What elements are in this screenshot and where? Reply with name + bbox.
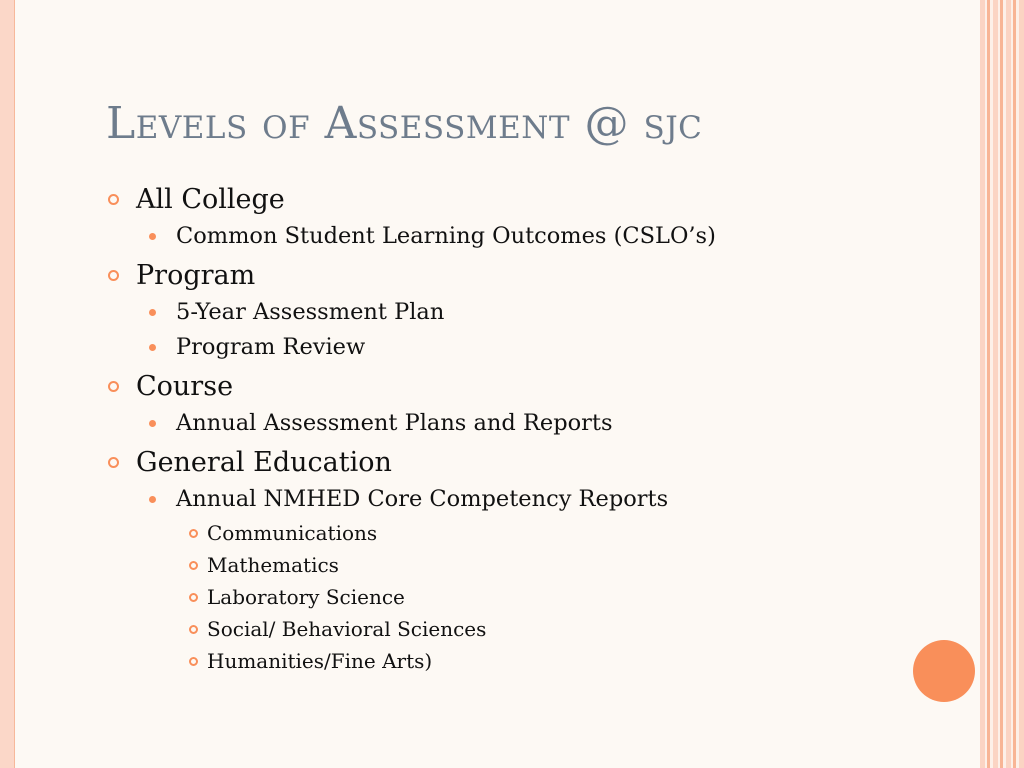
subbullet-annual-plans [106, 406, 906, 441]
subsubbullet-text: Humanities/Fine Arts) [207, 649, 433, 673]
subbullet-cslo [106, 219, 906, 254]
bullet-text: Course [136, 371, 234, 402]
slide-content [106, 180, 906, 677]
ring-bullet-icon [189, 657, 198, 666]
bullet-course [106, 367, 906, 406]
ring-bullet-icon [108, 381, 119, 392]
subsubbullet-text: Communications [207, 521, 378, 545]
ring-bullet-icon [108, 194, 119, 205]
subsubbullet-mathematics [106, 549, 906, 581]
subsubbullet-humanities [106, 645, 906, 677]
decorative-circle [913, 640, 975, 702]
subsubbullet-laboratory-science [106, 581, 906, 613]
slide-title: Levels of Assessment @ sjc [106, 98, 703, 149]
right-border-decoration [980, 0, 1024, 768]
dot-bullet-icon [149, 309, 156, 316]
dot-bullet-icon [149, 496, 156, 503]
ring-bullet-icon [189, 529, 198, 538]
left-border-decoration [0, 0, 15, 768]
bullet-text: All College [136, 184, 285, 215]
dot-bullet-icon [149, 233, 156, 240]
subsubbullet-text: Mathematics [207, 553, 339, 577]
dot-bullet-icon [149, 344, 156, 351]
ring-bullet-icon [189, 561, 198, 570]
ring-bullet-icon [108, 270, 119, 281]
dot-bullet-icon [149, 420, 156, 427]
ring-bullet-icon [189, 593, 198, 602]
bullet-all-college [106, 180, 906, 219]
subbullet-5year-plan [106, 295, 906, 330]
subsubbullet-social-behavioral [106, 613, 906, 645]
subsubbullet-communications [106, 517, 906, 549]
ring-bullet-icon [108, 457, 119, 468]
bullet-general-education [106, 443, 906, 482]
subbullet-nmhed-reports [106, 482, 906, 517]
subbullet-text: Common Student Learning Outcomes (CSLO’s) [176, 223, 716, 249]
ring-bullet-icon [189, 625, 198, 634]
subsubbullet-text: Social/ Behavioral Sciences [207, 617, 487, 641]
bullet-text: General Education [136, 447, 392, 478]
bullet-program [106, 256, 906, 295]
subbullet-text: Annual Assessment Plans and Reports [176, 410, 613, 436]
subbullet-text: Program Review [176, 334, 366, 360]
subbullet-text: 5-Year Assessment Plan [176, 299, 445, 325]
subbullet-text: Annual NMHED Core Competency Reports [176, 486, 669, 512]
bullet-text: Program [136, 260, 256, 291]
subbullet-program-review [106, 330, 906, 365]
subsubbullet-text: Laboratory Science [207, 585, 405, 609]
